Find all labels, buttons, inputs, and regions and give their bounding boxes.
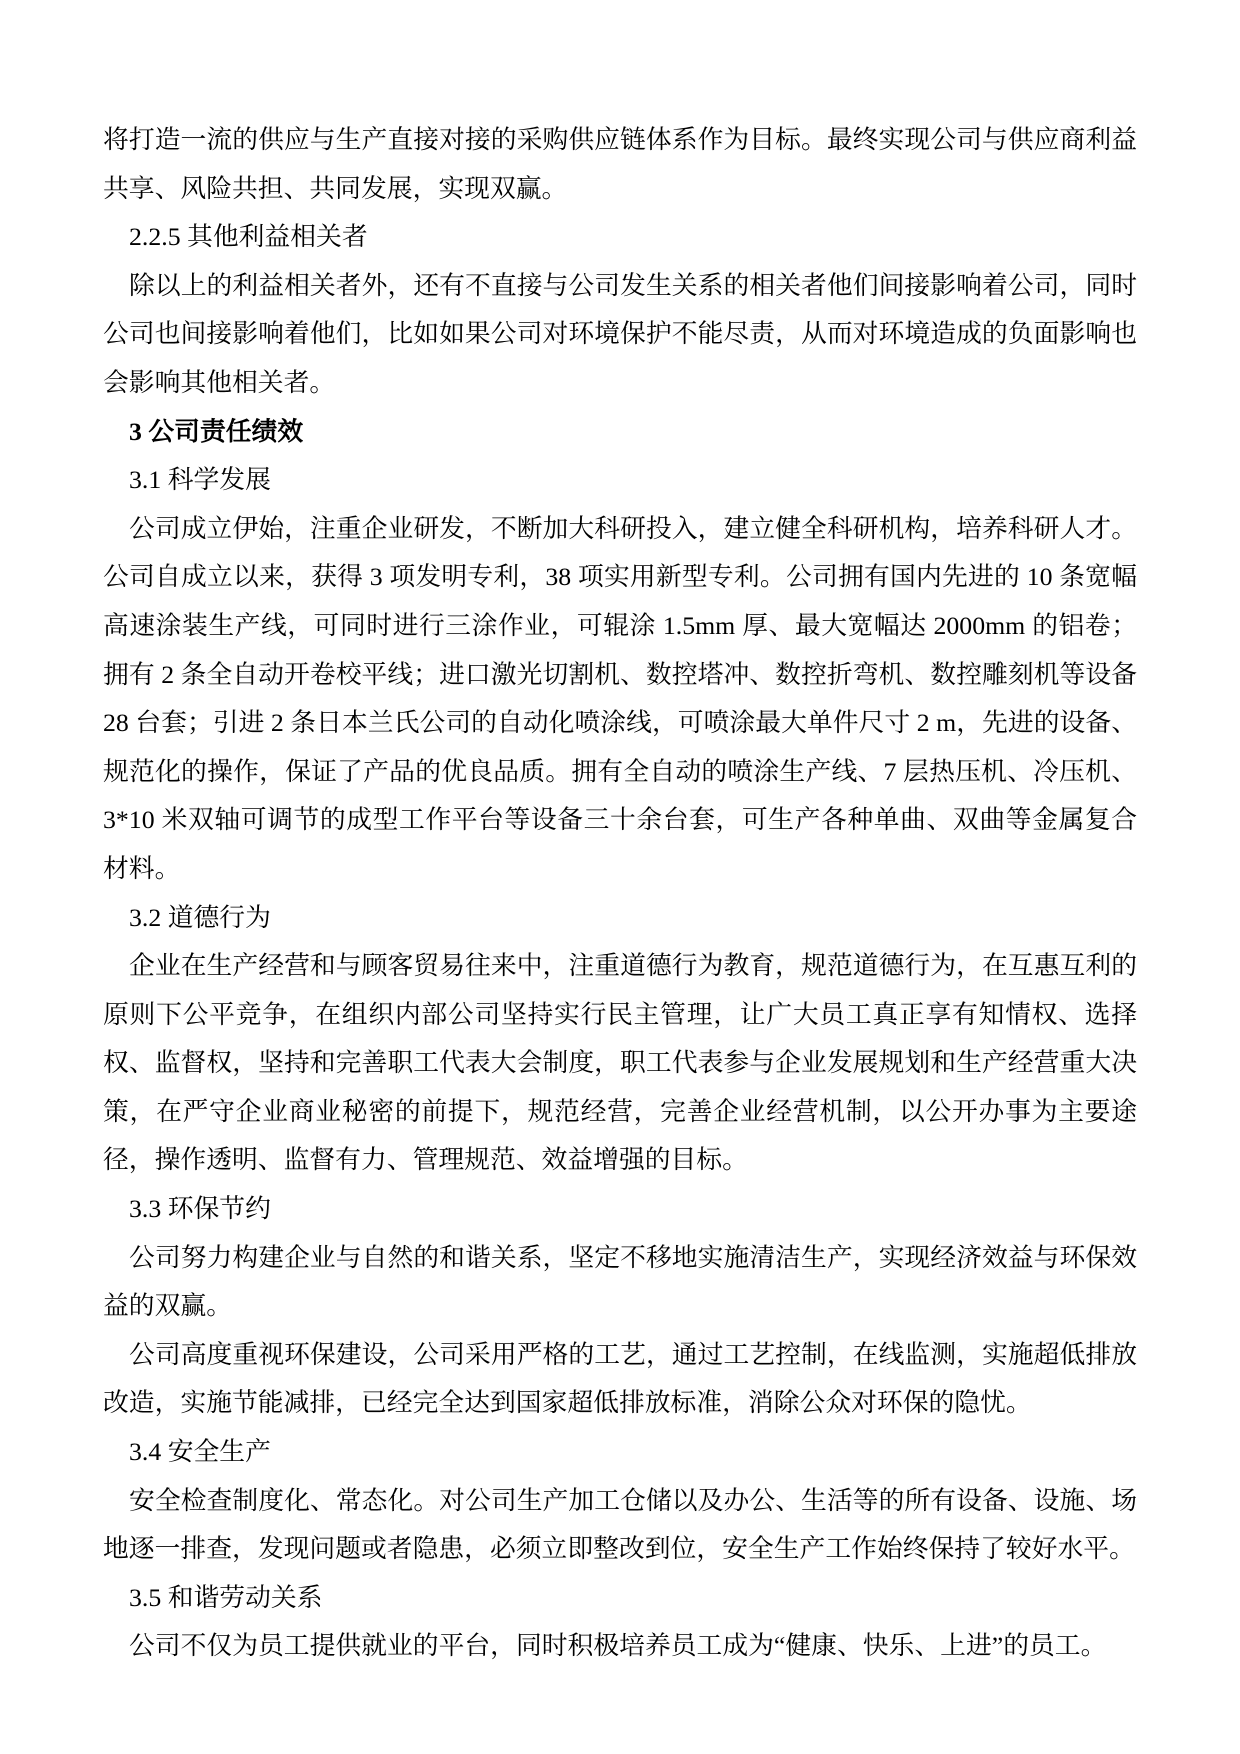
body-paragraph: 除以上的利益相关者外，还有不直接与公司发生关系的相关者他们间接影响着公司，同时公司也间接影响着他们，比如如果公司对环境保护不能尽责，从而对环境造成的负面影响也会影响其他相关者。 [103, 270, 1137, 397]
body-paragraph: 企业在生产经营和与顾客贸易往来中，注重道德行为教育，规范道德行为，在互惠互利的原则下公平竞争，在组织内部公司坚持实行民主管理，让广大员工真正享有知情权、选择权、监督权，坚持和完善职工代表大会制度，职工代表参与企业发展规划和生产经营重大决策，在严守企业商业秘密的前提下，规范经营，完善企业经营机制，以公开办事为主要途径，操作透明、监督有力、管理规范、效益增强的目标。 [103, 951, 1137, 1175]
paragraph-continuation: 将打造一流的供应与生产直接对接的采购供应链体系作为目标。最终实现公司与供应商利益共享、风险共担、共同发展，实现双赢。 [103, 125, 1137, 203]
body-paragraph: 公司不仅为员工提供就业的平台，同时积极培养员工成为“健康、快乐、上进”的员工。 [129, 1631, 1107, 1661]
chapter-heading-3: 3 公司责任绩效 [129, 416, 304, 446]
section-heading-3-4: 3.4 安全生产 [129, 1437, 271, 1467]
document-content [103, 116, 1137, 1671]
section-heading-2-2-5: 2.2.5 其他利益相关者 [129, 222, 368, 252]
section-heading-3-2: 3.2 道德行为 [129, 902, 271, 932]
body-paragraph: 公司努力构建企业与自然的和谐关系，坚定不移地实施清洁生产，实现经济效益与环保效益的双赢。 [103, 1242, 1137, 1321]
section-heading-3-3: 3.3 环保节约 [129, 1194, 271, 1224]
body-paragraph: 安全检查制度化、常态化。对公司生产加工仓储以及办公、生活等的所有设备、设施、场地逐一排查，发现问题或者隐患，必须立即整改到位，安全生产工作始终保持了较好水平。 [103, 1485, 1137, 1564]
body-paragraph: 公司高度重视环保建设，公司采用严格的工艺，通过工艺控制，在线监测，实施超低排放改造，实施节能减排，已经完全达到国家超低排放标准，消除公众对环保的隐忧。 [103, 1339, 1137, 1418]
section-heading-3-1: 3.1 科学发展 [129, 465, 271, 495]
section-heading-3-5: 3.5 和谐劳动关系 [129, 1582, 323, 1612]
body-paragraph: 公司成立伊始，注重企业研发，不断加大科研投入，建立健全科研机构，培养科研人才。公司自成立以来，获得 3 项发明专利，38 项实用新型专利。公司拥有国内先进的 10 条宽幅高速涂装生产线，可同时进行三涂作业，可辊涂 1.5mm 厚、最大宽幅达 2000mm 的铝卷；拥有 2 条全自动开卷校平线；进口激光切割机、数控塔冲、数控折弯机、数控雕刻机等设备 28 台套；引进 2 条日本兰氏公司的自动化喷涂线，可喷涂最大单件尺寸 2 m，先进的设备、规范化的操作，保证了产品的优良品质。拥有全自动的喷涂生产线、7 层热压机、冷压机、 3*10 米双轴可调节的成型工作平台等设备三十余台套，可生产各种单曲、双曲等金属复合材料。 [103, 513, 1137, 883]
